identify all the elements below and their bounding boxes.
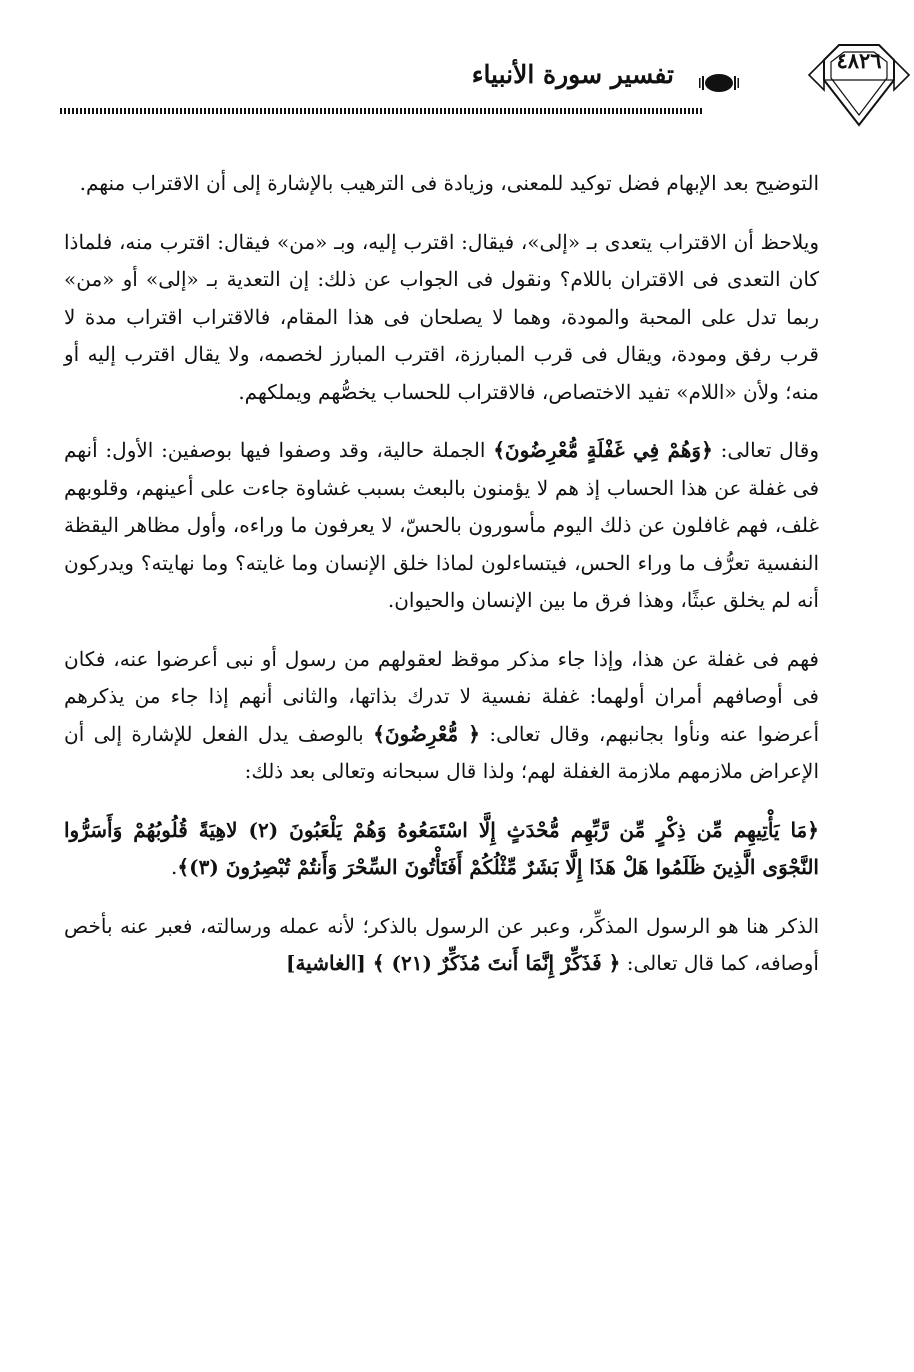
verse-block xyxy=(64,812,819,887)
running-title: تفسير سورة الأنبياء xyxy=(471,60,674,89)
header-rule xyxy=(60,108,704,114)
quran-verse: ﴿وَهُمْ فِي غَفْلَةٍ مُّعْرِضُونَ﴾ xyxy=(493,438,713,462)
paragraph-3-text: الجملة حالية، وقد وصفوا فيها بوصفين: الأول: أنهم فى غفلة عن هذا الحساب إذ هم لا يؤمنون بالبعث بسبب غشاوة جاءت على أعينهم، وقلوبهم غلف، فهم غافلون عن ذلك اليوم مأسورون بالحسّ، لا يعرفون ما وراءه، وأول مظاهر اليقظة النفسية تعرُّف ما وراء الحس، فيتساءلون لماذا خلق الإنسان وما غايته؟ وما نهايته؟ ويدركون أنه لم يخلق عبثًا، وهذا فرق ما بين الإنسان والحيوان. xyxy=(64,438,819,612)
paragraph-2: ويلاحظ أن الاقتراب يتعدى بـ «إلى»، فيقال: اقترب إليه، وبـ «من» فيقال: اقترب منه، فلماذا كان التعدى فى الاقتران باللام؟ ونقول فى الجواب عن ذلك: إن التعدية بـ «إلى» أو «من» ربما تدل على المحبة والمودة، وهما لا يصلحان فى هذا المقام، فالاقتراب اقتراب مدة لا قرب رفق ومودة، ويقال فى قرب المبارزة، اقترب المبارز لخصمه، ولا يقال اقترب إليه أو منه؛ ولأن «اللام» تفيد الاختصاص، فالاقتراب للحساب يخصُّهم ويملكهم. xyxy=(64,229,819,404)
quran-verse: ﴿مَا يَأْتِيهِم مِّن ذِكْرٍ مِّن رَّبِّهِم مُّحْدَثٍ إِلَّا اسْتَمَعُوهُ وَهُمْ يَلْعَبُونَ (٢) لاهِيَةً قُلُوبُهُمْ وَأَسَرُّوا النَّجْوَى الَّذِينَ ظَلَمُوا هَلْ هَذَا إِلَّا بَشَرٌ مِّثْلُكُمْ أَفَتَأْتُونَ السِّحْرَ وَأَنتُمْ تُبْصِرُونَ (٣)﴾ xyxy=(64,817,819,879)
paragraph-4 xyxy=(64,641,819,791)
verse-block-end: . xyxy=(171,855,178,879)
page-number: ٤٨٢٦ xyxy=(836,48,882,73)
page-header xyxy=(60,48,824,108)
paragraph-1: التوضيح بعد الإبهام فضل توكيد للمعنى، وزيادة فى الترهيب بالإشارة إلى أن الاقتراب منهم. xyxy=(79,171,819,195)
page-number-badge xyxy=(804,20,914,130)
paragraph-4-text: فهم فى غفلة عن هذا، وإذا جاء مذكر موقظ لعقولهم من رسول أو نبى أعرضوا عنه، فكان فى أوصافهم أمران أولهما: غفلة نفسية لا تدرك بذاتها، والثانى أنهم إذا جاء من يذكرهم أعرضوا عنه ونأوا بجانبهم، وقال تعالى: xyxy=(64,646,820,746)
paragraph-3 xyxy=(64,432,819,620)
surah-citation: [الغاشية] xyxy=(286,951,373,975)
paragraph-6 xyxy=(64,908,819,983)
paragraph-4-text-end: بالوصف يدل الفعل للإشارة إلى أن الإعراض ملازمهم ملازمة الغفلة لهم؛ ولذا قال سبحانه وتعالى بعد ذلك: xyxy=(64,721,819,783)
paragraph-3-intro: وقال تعالى: xyxy=(712,438,820,462)
quran-verse: ﴿ فَذَكِّرْ إِنَّمَا أَنتَ مُذَكِّرٌ (٢١) ﴾ xyxy=(372,951,621,975)
quran-verse: ﴿ مُّعْرِضُونَ﴾ xyxy=(373,721,480,746)
body-text xyxy=(64,165,819,983)
paragraph-6-text: الذكر هنا هو الرسول المذكِّر، وعبر عن الرسول بالذكر؛ لأنه عمله ورسالته، فعبر عنه بأخص أوصافه، كما قال تعالى: xyxy=(64,913,819,975)
header-ornament-icon xyxy=(699,72,739,94)
